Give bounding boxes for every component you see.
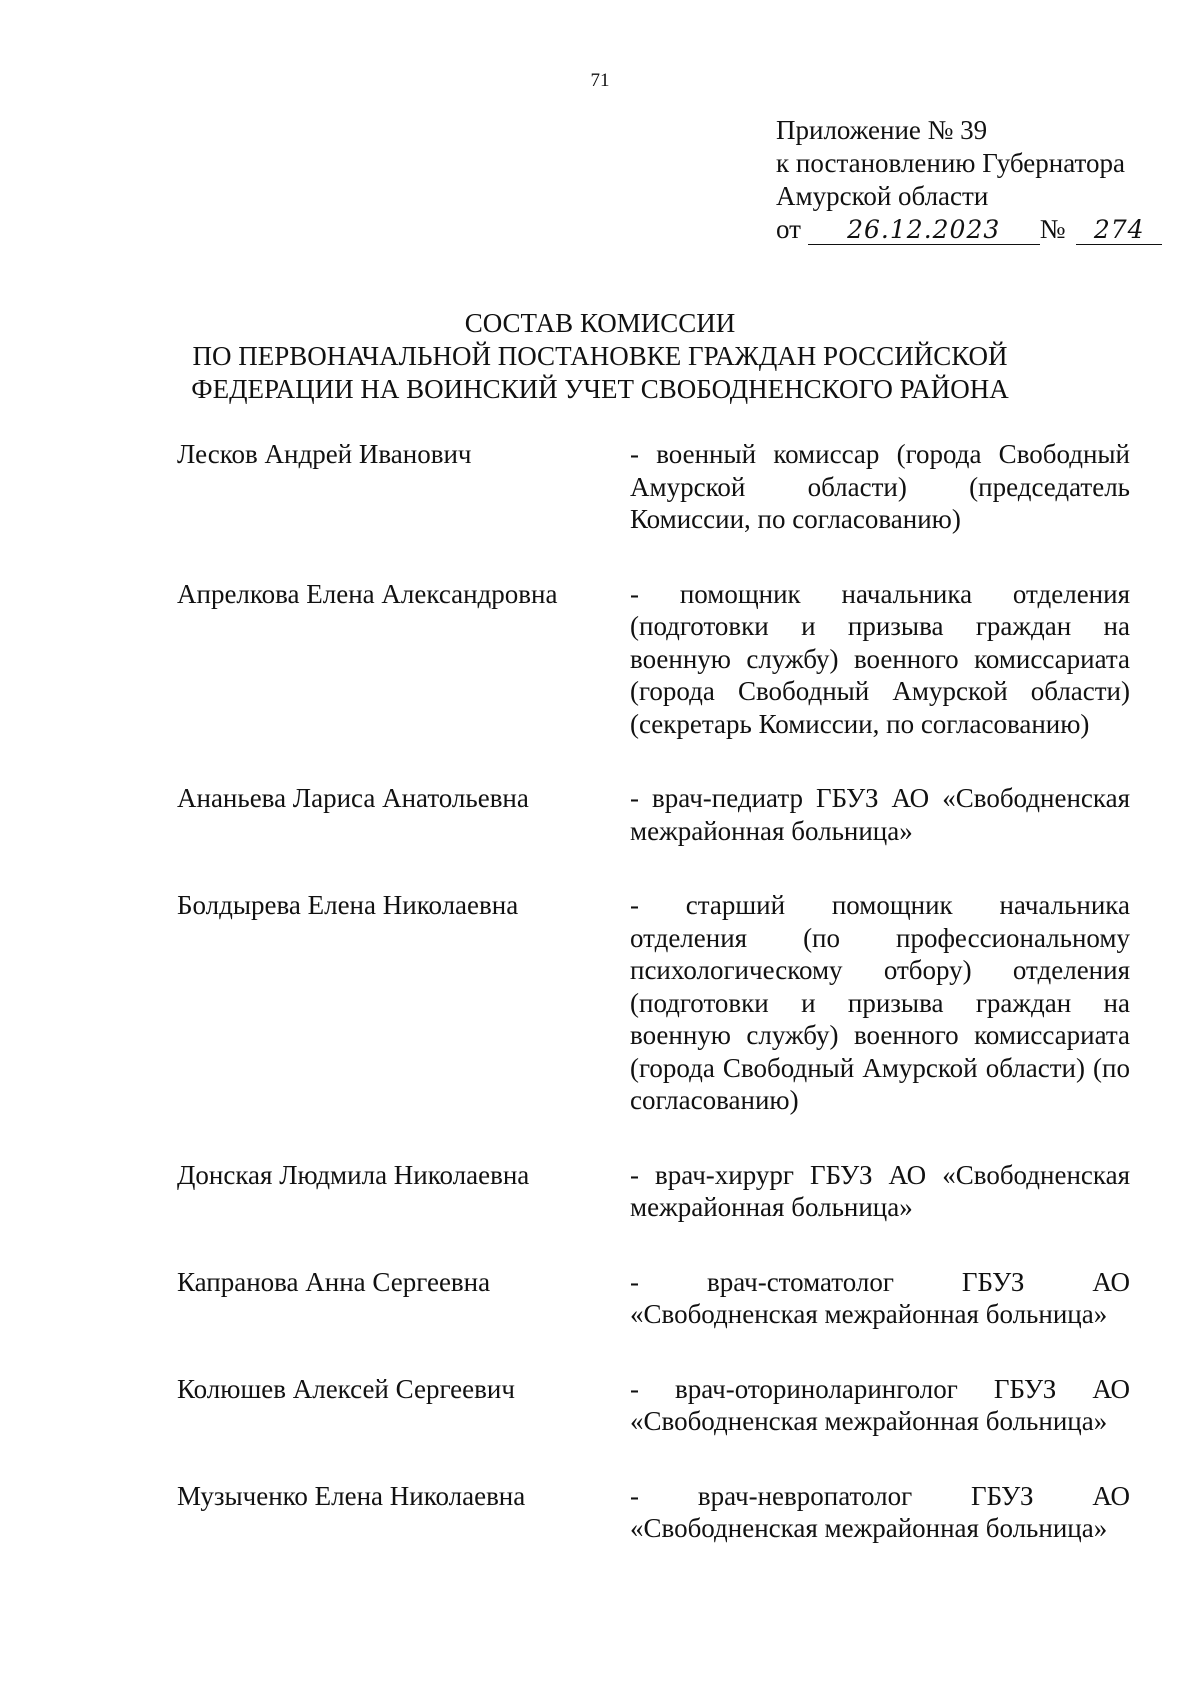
member-role: - врач-невропатолог ГБУЗ АО «Свободненская межрайонная больница» [630, 1480, 1130, 1543]
handwritten-date: 26.12.2023 [808, 216, 1040, 245]
appendix-line-3: Амурской области [776, 181, 989, 211]
member-name: Донская Людмила Николаевна [177, 1159, 530, 1190]
page-number: 71 [590, 70, 610, 91]
handwritten-number: 274 [1076, 216, 1162, 245]
member-role: - военный комиссар (города Свободный Амурской области) (председатель Комиссии, по согласованию) [630, 439, 1130, 534]
member-name: Колюшев Алексей Сергеевич [177, 1373, 515, 1404]
members-list [177, 438, 1130, 1545]
member-row [177, 1266, 1130, 1331]
member-role: - врач-оториноларинголог ГБУЗ АО «Свободненская межрайонная больница» [630, 1373, 1130, 1436]
member-row [177, 578, 1130, 741]
number-sign: № [1039, 214, 1066, 244]
appendix-block [776, 114, 1162, 246]
member-name: Болдырева Елена Николаевна [177, 890, 519, 920]
document-title [0, 307, 1200, 406]
member-row [177, 889, 1130, 1117]
title-line-3: ФЕДЕРАЦИИ НА ВОИНСКИЙ УЧЕТ СВОБОДНЕНСКОГО РАЙОНА [191, 374, 1009, 404]
member-role: - старший помощник начальника отделения (по профессиональному психологическому отбору) отделения (подготовки и призыва граждан на военную службу) военного комиссариата (города Свободный Амурской области) (по согласованию) [630, 890, 1130, 1115]
title-line-2: ПО ПЕРВОНАЧАЛЬНОЙ ПОСТАНОВКЕ ГРАЖДАН РОССИЙСКОЙ [192, 341, 1008, 371]
member-role: - врач-хирург ГБУЗ АО «Свободненская межрайонная больница» [630, 1159, 1130, 1222]
member-role: - врач-стоматолог ГБУЗ АО «Свободненская межрайонная больница» [630, 1266, 1130, 1329]
member-name: Лесков Андрей Иванович [177, 439, 472, 469]
appendix-line-1: Приложение № 39 [776, 115, 988, 145]
member-row [177, 438, 1130, 536]
appendix-date-line [776, 213, 1162, 246]
member-name: Капранова Анна Сергеевна [177, 1266, 491, 1297]
member-role: - помощник начальника отделения (подготовки и призыва граждан на военную службу) военного комиссариата (города Свободный Амурской области) (секретарь Комиссии, по согласованию) [630, 578, 1130, 739]
member-role: - врач-педиатр ГБУЗ АО «Свободненская межрайонная больница» [630, 783, 1130, 846]
date-prefix: от [776, 214, 801, 244]
appendix-line-2: к постановлению Губернатора [776, 148, 1125, 178]
member-row [177, 1159, 1130, 1224]
title-line-1: СОСТАВ КОМИССИИ [464, 308, 736, 338]
member-row [177, 1373, 1130, 1438]
member-row [177, 1480, 1130, 1545]
member-name: Ананьева Лариса Анатольевна [177, 783, 529, 813]
member-row [177, 782, 1130, 847]
member-name: Апрелкова Елена Александровна [177, 578, 558, 609]
member-name: Музыченко Елена Николаевна [177, 1480, 526, 1511]
